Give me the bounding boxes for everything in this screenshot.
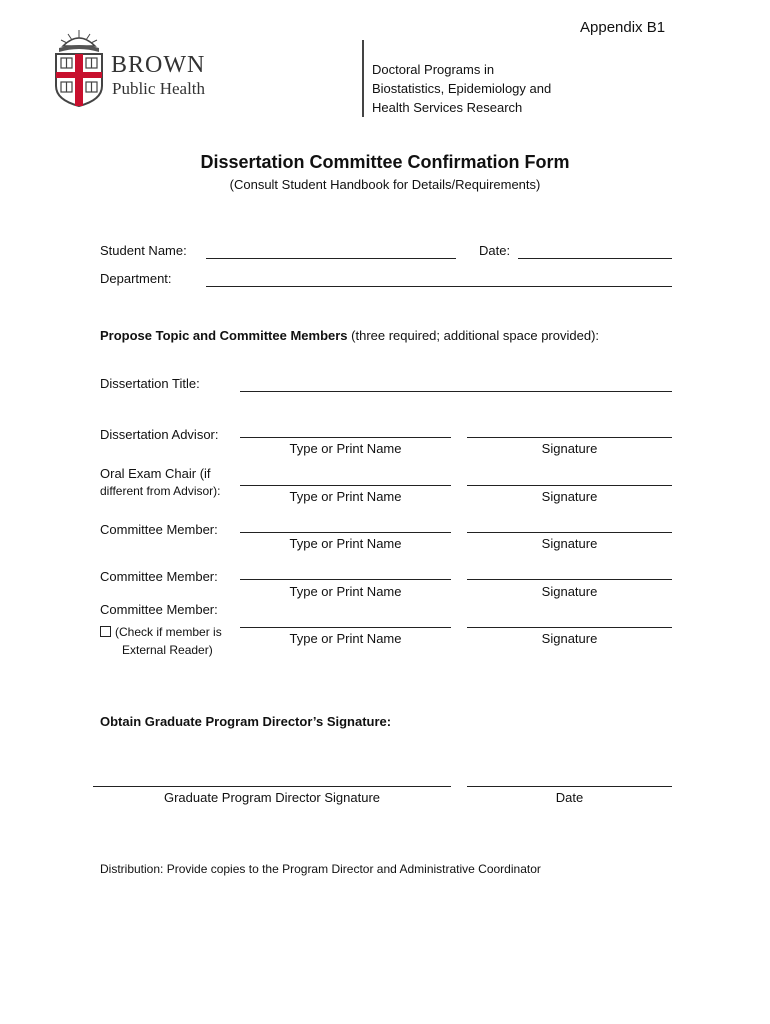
advisor-label: Dissertation Advisor:	[100, 427, 219, 442]
external-reader-label-1: (Check if member is	[115, 625, 222, 639]
department-label: Department:	[100, 271, 172, 286]
dissertation-title-field[interactable]	[240, 391, 672, 392]
member2-name-caption: Type or Print Name	[289, 584, 402, 599]
date-label: Date:	[479, 243, 511, 258]
member1-signature-caption: Signature	[541, 536, 598, 551]
form-subtitle: (Consult Student Handbook for Details/Requirements)	[229, 177, 541, 192]
date-field[interactable]	[518, 258, 672, 259]
brand-name: BROWN	[111, 52, 206, 78]
external-reader-check	[100, 625, 222, 639]
committee-member-label-3: Committee Member:	[100, 602, 218, 617]
member1-name-caption: Type or Print Name	[289, 536, 402, 551]
propose-heading-bold: Propose Topic and Committee Members	[100, 328, 348, 343]
member3-signature-caption: Signature	[541, 631, 598, 646]
member3-signature-field[interactable]	[467, 627, 672, 628]
department-field[interactable]	[206, 286, 672, 287]
director-heading: Obtain Graduate Program Director’s Signature:	[100, 714, 392, 729]
program-line-3: Health Services Research	[372, 100, 523, 115]
member2-signature-caption: Signature	[541, 584, 598, 599]
member1-name-field[interactable]	[240, 532, 451, 533]
dissertation-title-label: Dissertation Title:	[100, 376, 200, 391]
member2-signature-field[interactable]	[467, 579, 672, 580]
student-name-field[interactable]	[206, 258, 456, 259]
member3-name-caption: Type or Print Name	[289, 631, 402, 646]
oral-chair-signature-caption: Signature	[541, 489, 598, 504]
advisor-name-caption: Type or Print Name	[289, 441, 402, 456]
distribution-note: Distribution: Provide copies to the Program Director and Administrative Coordinator	[100, 862, 541, 876]
oral-chair-name-field[interactable]	[240, 485, 451, 486]
member2-name-field[interactable]	[240, 579, 451, 580]
oral-chair-label-2: different from Advisor):	[100, 484, 221, 498]
external-reader-checkbox[interactable]	[100, 626, 111, 637]
program-line-1: Doctoral Programs in	[372, 62, 495, 77]
appendix-label: Appendix B1	[580, 19, 666, 36]
advisor-signature-caption: Signature	[541, 441, 598, 456]
committee-member-label-2: Committee Member:	[100, 569, 218, 584]
advisor-name-field[interactable]	[240, 437, 451, 438]
propose-heading-rest: (three required; additional space provided):	[347, 328, 600, 343]
form-title: Dissertation Committee Confirmation Form	[200, 152, 570, 172]
member3-name-field[interactable]	[240, 627, 451, 628]
propose-heading	[100, 328, 599, 343]
student-name-label: Student Name:	[100, 243, 187, 258]
oral-chair-name-caption: Type or Print Name	[289, 489, 402, 504]
header-divider	[362, 40, 364, 117]
oral-chair-signature-field[interactable]	[467, 485, 672, 486]
external-reader-label-2: External Reader)	[122, 643, 213, 657]
director-date-field[interactable]	[467, 786, 672, 787]
program-line-2: Biostatistics, Epidemiology and	[372, 81, 552, 96]
member1-signature-field[interactable]	[467, 532, 672, 533]
director-signature-caption: Graduate Program Director Signature	[163, 790, 381, 805]
committee-member-label-1: Committee Member:	[100, 522, 218, 537]
director-signature-field[interactable]	[93, 786, 451, 787]
advisor-signature-field[interactable]	[467, 437, 672, 438]
oral-chair-label-1: Oral Exam Chair (if	[100, 466, 211, 481]
brown-shield-logo	[53, 28, 105, 113]
director-date-caption: Date	[555, 790, 584, 805]
brand-subtitle: Public Health	[112, 79, 206, 98]
